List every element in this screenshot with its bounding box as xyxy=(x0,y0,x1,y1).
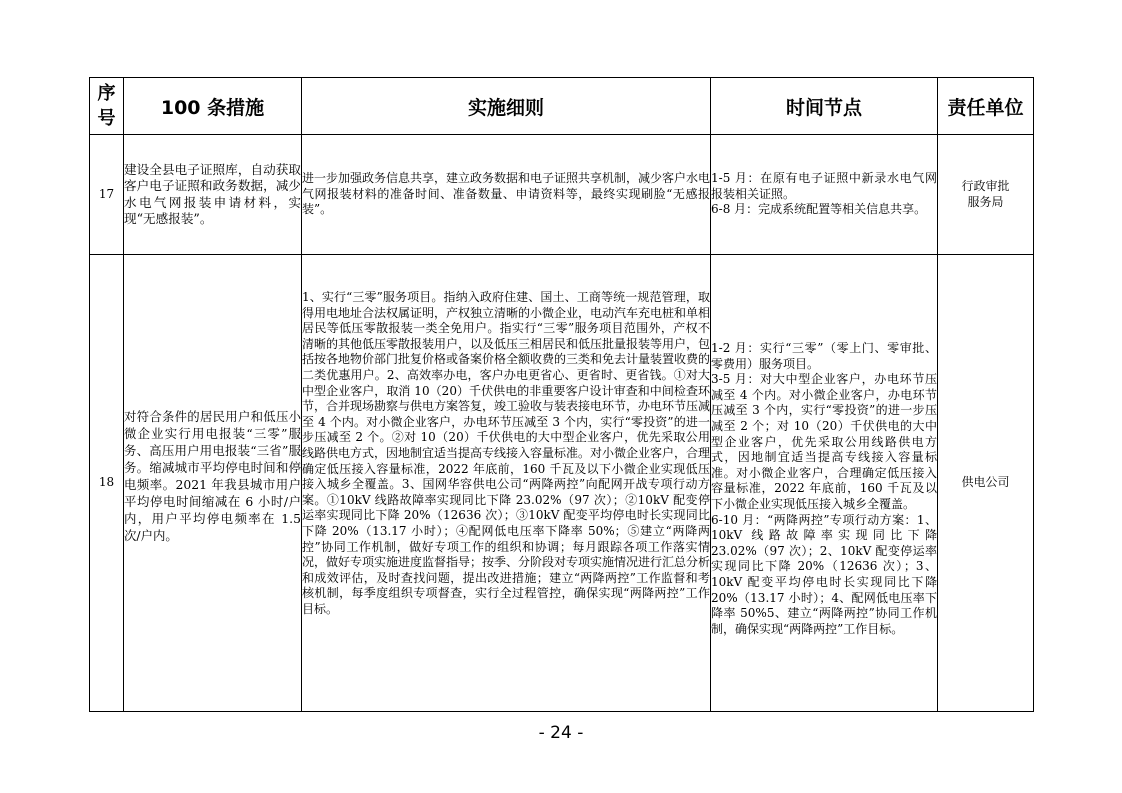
table-row xyxy=(90,135,1034,255)
row-time: 1-5 月：在原有电子证照中新录水电气网报装相关证照。 6-8 月：完成系统配置等相关信息共享。 xyxy=(711,135,938,255)
row-detail: 进一步加强政务信息共享，建立政务数据和电子证照共享机制，减少客户水电气网报装材料的准备时间、准备数量、申请资料等，最终实现刷脸“无感报装”。 xyxy=(302,135,711,255)
header-measure: 100 条措施 xyxy=(124,78,302,135)
header-unit: 责任单位 xyxy=(938,78,1034,135)
row-measure: 对符合条件的居民用户和低压小微企业实行用电报装“三零”服务、高压用户用电报装“三省”服务。缩减城市平均停电时间和停电频率。2021 年我县城市用户平均停电时间缩减在 6 小时/户内，用户平均停电频率在 1.5 次/户内。 xyxy=(124,255,302,712)
table-row xyxy=(90,255,1034,712)
measures-table xyxy=(89,77,1034,712)
row-measure: 建设全县电子证照库，自动获取客户电子证照和政务数据，减少水电气网报装申请材料，实现“无感报装”。 xyxy=(124,135,302,255)
row-seq: 17 xyxy=(90,135,124,255)
table-header-row xyxy=(90,78,1034,135)
row-detail: 1、实行“三零”服务项目。指纳入政府住建、国土、工商等统一规范管理，取得用电地址合法权属证明，产权独立清晰的小微企业，电动汽车充电桩和单相居民等低压零散报装一类全免用户。指实行“三零”服务项目范围外，产权不清晰的其他低压零散报装用户，以及低压三相居民和低压批量报装等用户，包括按各地物价部门批复价格或备案价格全额收费的三类和免去计量装置收费的二类优惠用户。2、高效率办电，客户办电更省心、更省时、更省钱。①对大中型企业客户，取消 10（20）千伏供电的非重要客户设计审查和中间检查环节，合并现场勘察与供电方案答复，竣工验收与装表接电环节，办电环节压减至 4 个内。对小微企业客户，办电环节压减至 3 个内，实行“零投资”的进一步压减至 2 个。②对 10（20）千伏供电的大中型企业客户，优先采取公用线路供电方式，因地制宜适当提高专线接入容量标准。对小微企业客户，合理确定低压接入容量标准，2022 年底前，160 千瓦及以下小微企业实现低压接入城乡全覆盖。3、国网华容供电公司“两降两控”向配网开战专项行动方案。①10kV 线路故障率实现同比下降 23.02%（97 次）；②10kV 配变停运率实现同比下降 20%（12636 次）；③10kV 配变平均停电时长实现同比下降 20%（13.17 小时）；④配网低电压率下降率 50%；⑤建立“两降两控”协同工作机制，做好专项工作的组织和协调；每月跟踪各项工作落实情况，做好专项实施进度监督指导；按季、分阶段对专项实施情况进行汇总分析和成效评估，及时查找问题，提出改进措施；建立“两降两控”工作监督和考核机制，每季度组织专项督查，实行全过程管控，确保实现“两降两控”工作目标。 xyxy=(302,255,711,712)
header-seq: 序 号 xyxy=(90,78,124,135)
header-detail: 实施细则 xyxy=(302,78,711,135)
row-unit: 供电公司 xyxy=(938,255,1034,712)
row-unit: 行政审批 服务局 xyxy=(938,135,1034,255)
row-time: 1-2 月：实行“三零”（零上门、零审批、零费用）服务项目。 3-5 月：对大中型企业客户，办电环节压减至 4 个内。对小微企业客户，办电环节压减至 3 个内，实行“零投资”的进一步压减至 2 个；对 10（20）千伏供电的大中型企业客户，优先采取公用线路供电方式，因地制宜适当提高专线接入容量标准。对小微企业客户，合理确定低压接入容量标准，2022 年底前，160 千瓦及以下小微企业实现低压接入城乡全覆盖。 6-10 月：“两降两控”专项行动方案：1、10kV 线路故障率实现同比下降 23.02%（97 次）；2、10kV 配变停运率实现同比下降 20%（12636 次）；3、10kV 配变平均停电时长实现同比下降 20%（13.17 小时）；4、配网低电压率下降率 50%5、建立“两降两控”协同工作机制，确保实现“两降两控”工作目标。 xyxy=(711,255,938,712)
page-number: - 24 - xyxy=(538,723,584,743)
row-seq: 18 xyxy=(90,255,124,712)
header-time: 时间节点 xyxy=(711,78,938,135)
